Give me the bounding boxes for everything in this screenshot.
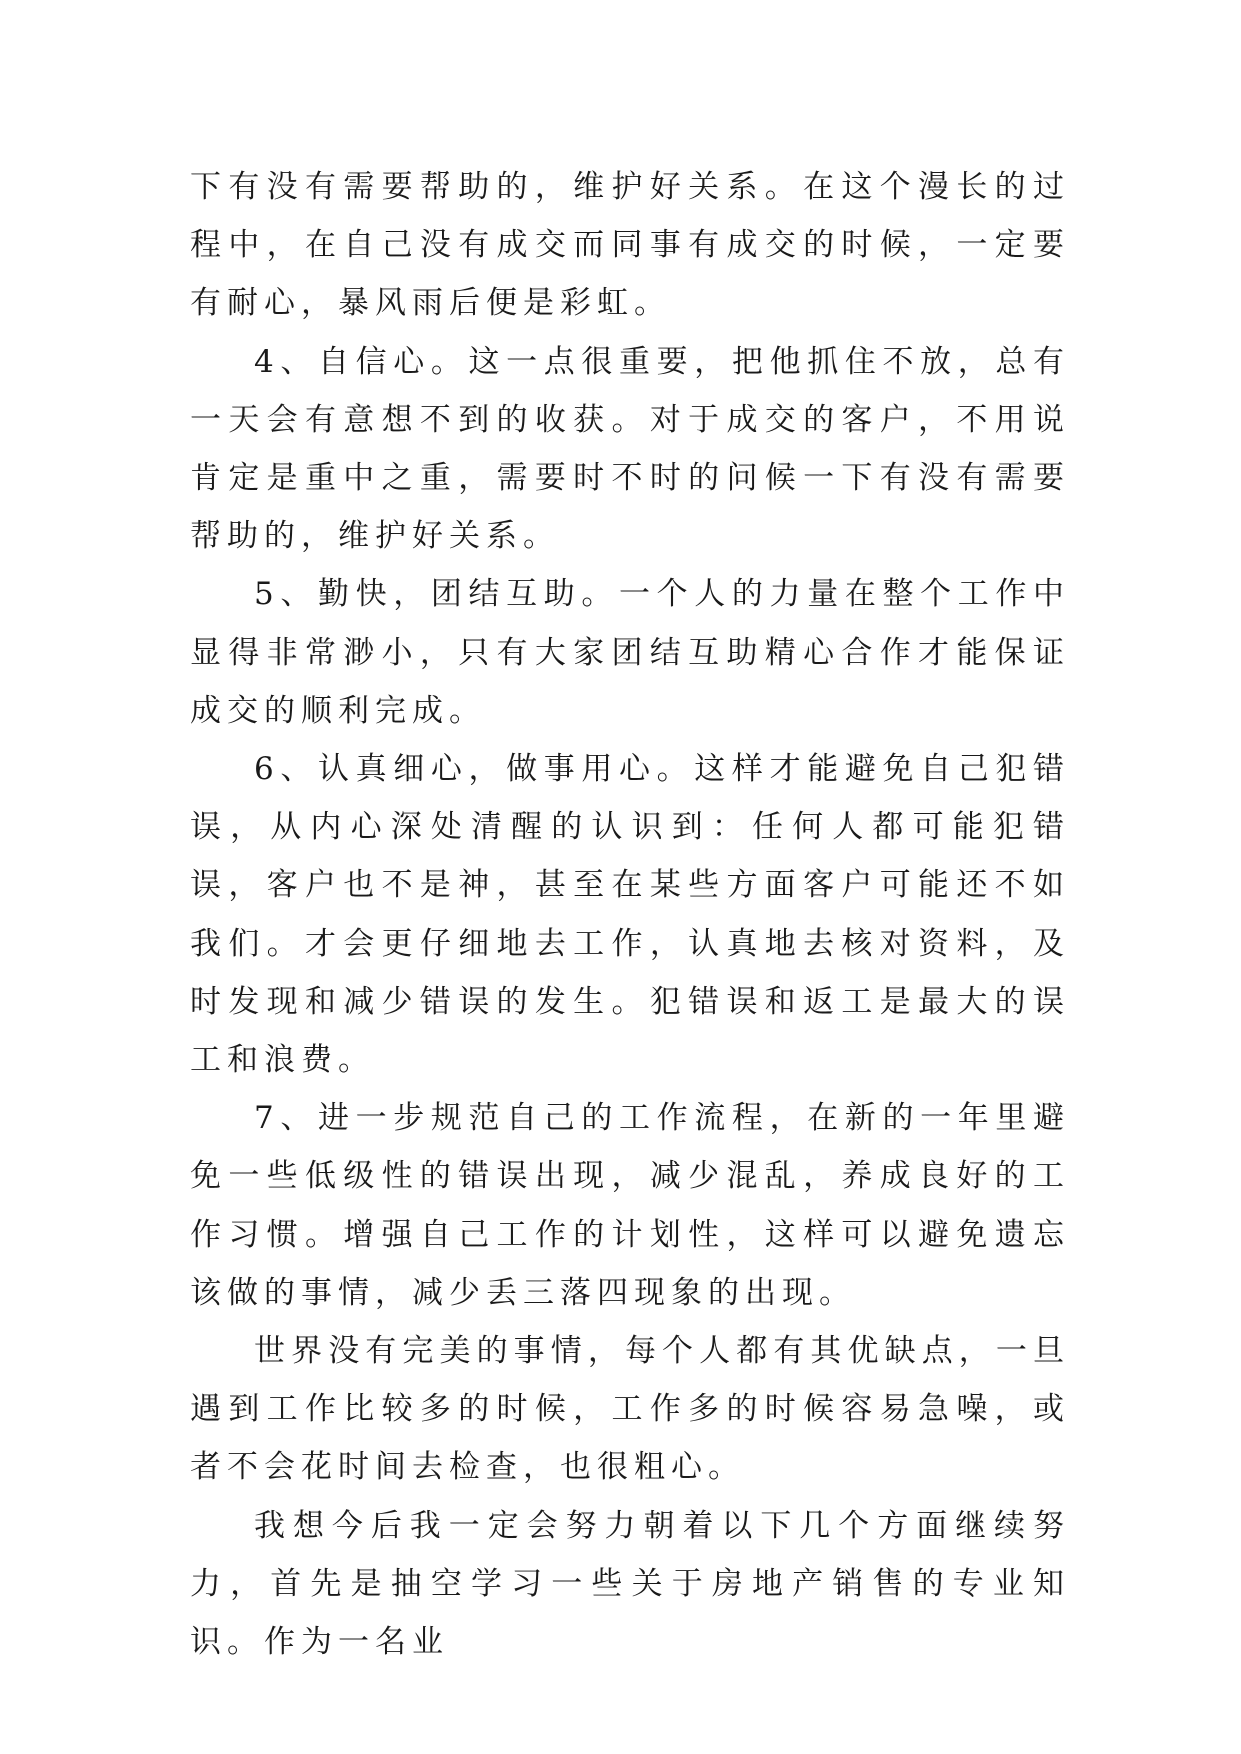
paragraph-item-5: 5、勤快，团结互助。一个人的力量在整个工作中显得非常渺小，只有大家团结互助精心合作才能保证成交的顺利完成。 [190, 576, 1070, 729]
paragraph-item-4: 4、自信心。这一点很重要，把他抓住不放，总有一天会有意想不到的收获。对于成交的客户，不用说肯定是重中之重，需要时不时的问候一下有没有需要帮助的，维护好关系。 [190, 343, 1070, 555]
paragraph-plan: 我想今后我一定会努力朝着以下几个方面继续努力，首先是抽空学习一些关于房地产销售的专业知识。作为一名业 [190, 1507, 1070, 1661]
paragraph-item-6: 6、认真细心，做事用心。这样才能避免自己犯错误，从内心深处清醒的认识到：任何人都可能犯错误，客户也不是神，甚至在某些方面客户可能还不如我们。才会更仔细地去工作，认真地去核对资料，及时发现和减少错误的发生。犯错误和返工是最大的误工和浪费。 [190, 751, 1070, 1079]
paragraph-continuation: 下有没有需要帮助的，维护好关系。在这个漫长的过程中，在自己没有成交而同事有成交的时候，一定要有耐心，暴风雨后便是彩虹。 [190, 169, 1070, 322]
paragraph-reflection: 世界没有完美的事情，每个人都有其优缺点，一旦遇到工作比较多的时候，工作多的时候容易急噪，或者不会花时间去检查，也很粗心。 [190, 1333, 1070, 1486]
paragraph-item-7: 7、进一步规范自己的工作流程，在新的一年里避免一些低级性的错误出现，减少混乱，养成良好的工作习惯。增强自己工作的计划性，这样可以避免遗忘该做的事情，减少丢三落四现象的出现。 [190, 1100, 1070, 1311]
document-body [190, 158, 1070, 1671]
